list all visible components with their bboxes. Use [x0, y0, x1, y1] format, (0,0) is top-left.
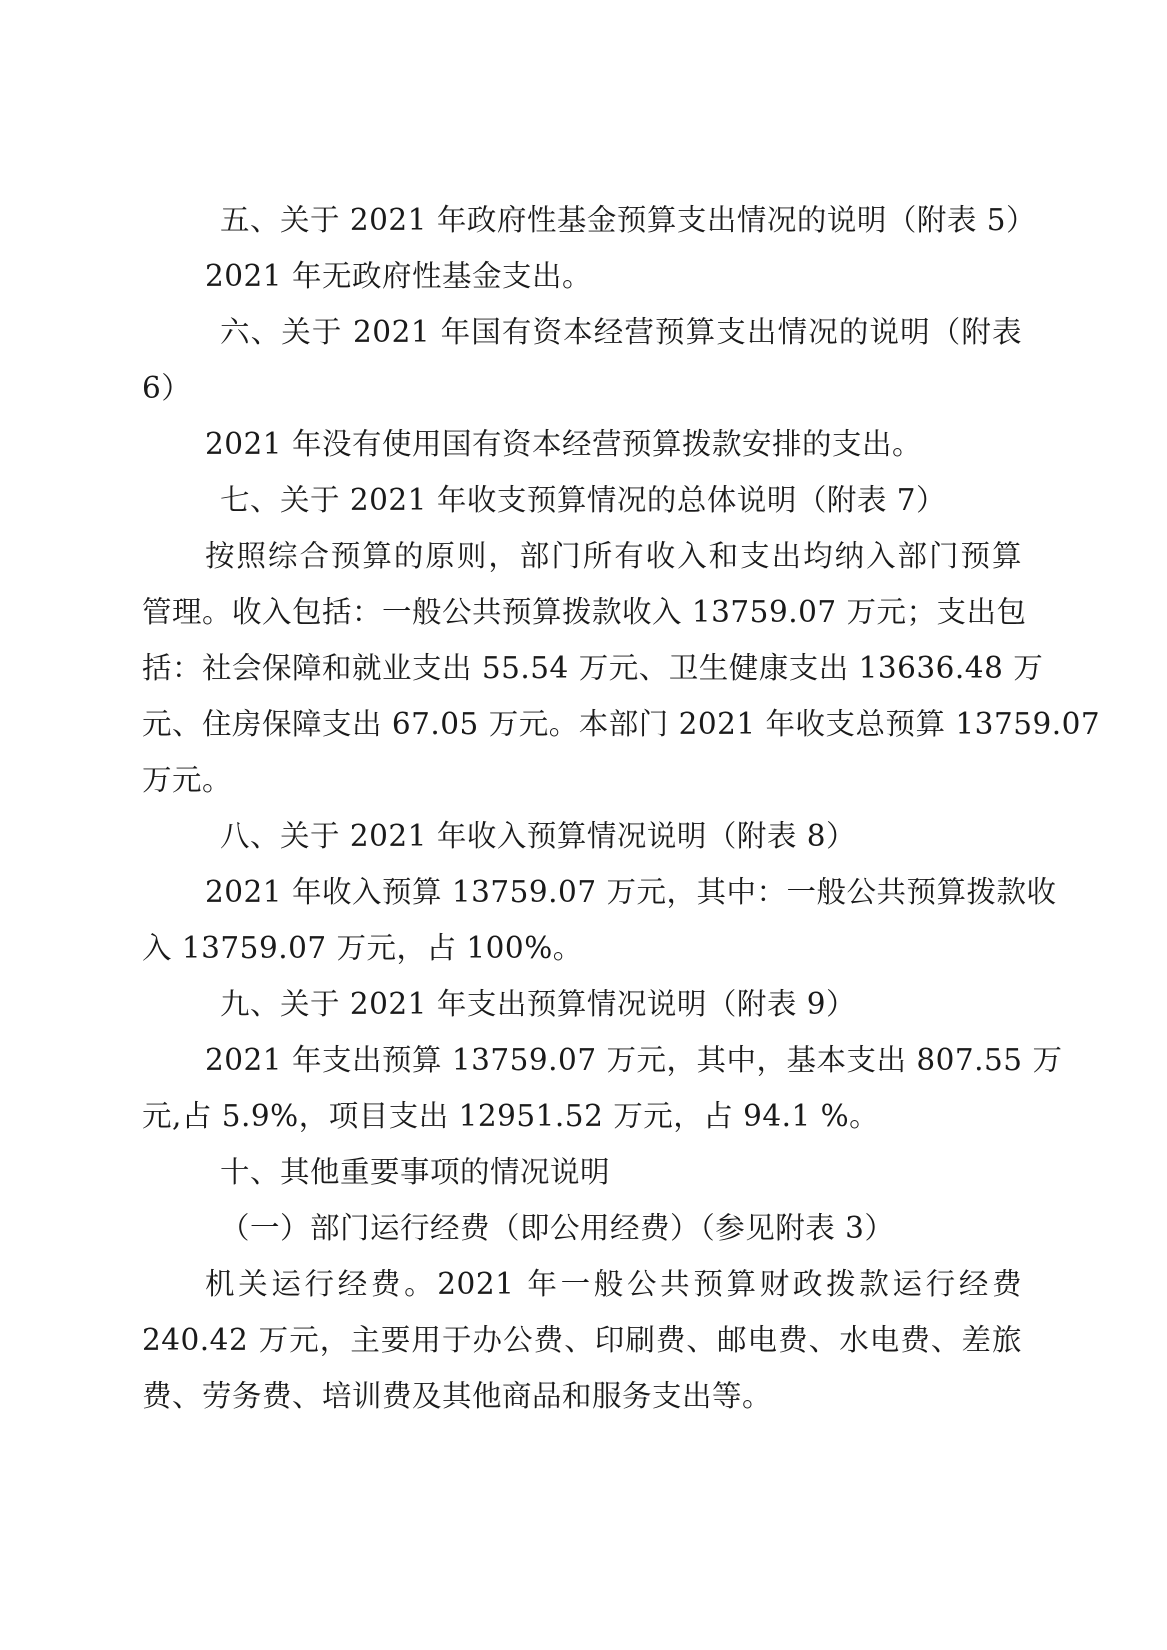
- paragraph-line: 万元。: [142, 763, 233, 797]
- subheading-1: （一）部门运行经费（即公用经费）（参见附表 3）: [220, 1211, 895, 1245]
- heading-section-8: 八、关于 2021 年收入预算情况说明（附表 8）: [220, 819, 856, 853]
- paragraph-line: 2021 年收入预算 13759.07 万元，其中：一般公共预算拨款收: [205, 875, 1057, 909]
- paragraph-line: 2021 年支出预算 13759.07 万元，其中，基本支出 807.55 万: [205, 1043, 1063, 1077]
- paragraph-line: 2021 年没有使用国有资本经营预算拨款安排的支出。: [205, 427, 922, 461]
- heading-section-10: 十、其他重要事项的情况说明: [220, 1155, 611, 1189]
- paragraph-line: 2021 年无政府性基金支出。: [205, 259, 592, 293]
- heading-section-6: 六、关于 2021 年国有资本经营预算支出情况的说明（附表: [220, 315, 1022, 349]
- paragraph-line: 费、劳务费、培训费及其他商品和服务支出等。: [142, 1379, 773, 1413]
- heading-section-6-cont: 6）: [142, 371, 192, 405]
- paragraph-line: 元、住房保障支出 67.05 万元。本部门 2021 年收支总预算 13759.07: [142, 707, 1101, 741]
- paragraph-line: 元,占 5.9%，项目支出 12951.52 万元，占 94.1 %。: [142, 1099, 880, 1133]
- heading-section-9: 九、关于 2021 年支出预算情况说明（附表 9）: [220, 987, 856, 1021]
- paragraph-line: 按照综合预算的原则，部门所有收入和支出均纳入部门预算: [205, 539, 1022, 573]
- heading-section-5: 五、关于 2021 年政府性基金预算支出情况的说明（附表 5）: [220, 203, 1036, 237]
- paragraph-line: 入 13759.07 万元，占 100%。: [142, 931, 583, 965]
- paragraph-line: 机关运行经费。2021 年一般公共预算财政拨款运行经费: [205, 1267, 1022, 1301]
- paragraph-line: 240.42 万元，主要用于办公费、印刷费、邮电费、水电费、差旅: [142, 1323, 1022, 1357]
- paragraph-line: 管理。收入包括：一般公共预算拨款收入 13759.07 万元；支出包: [142, 595, 1027, 629]
- paragraph-line: 括：社会保障和就业支出 55.54 万元、卫生健康支出 13636.48 万: [142, 651, 1044, 685]
- heading-section-7: 七、关于 2021 年收支预算情况的总体说明（附表 7）: [220, 483, 946, 517]
